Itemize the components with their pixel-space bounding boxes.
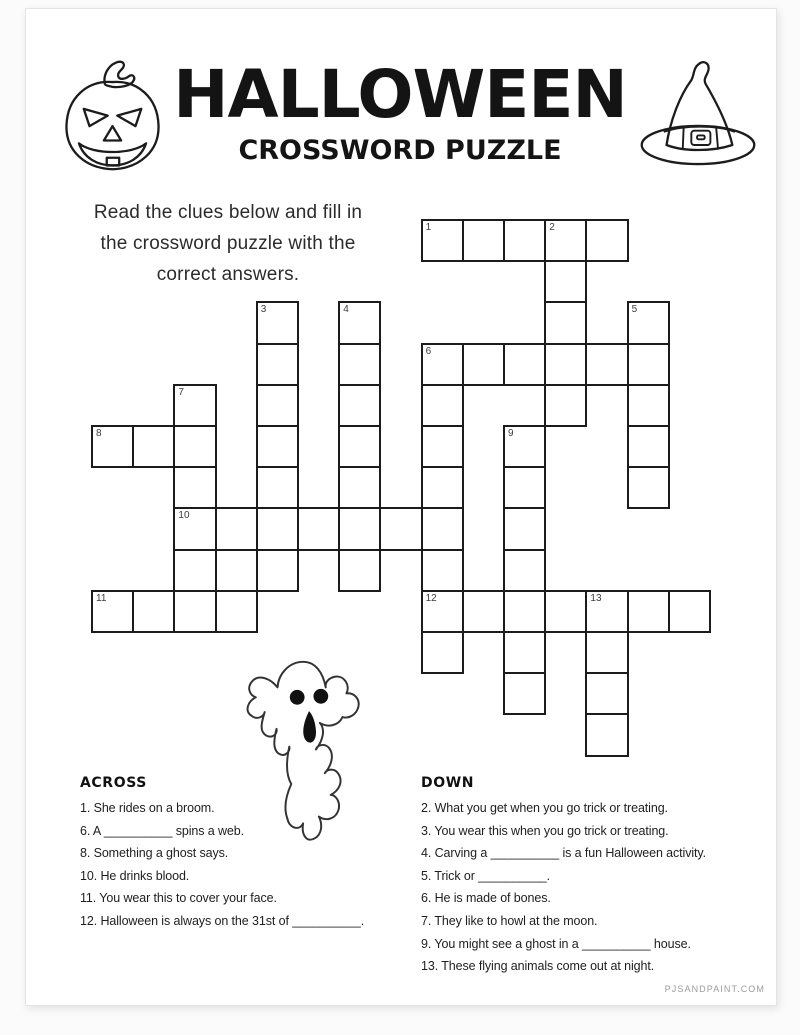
grid-cell[interactable] — [256, 466, 299, 509]
grid-cell[interactable] — [91, 590, 134, 633]
grid-cell[interactable] — [338, 549, 381, 592]
grid-cell[interactable] — [338, 507, 381, 550]
down-clue: 2. What you get when you go trick or treating. — [421, 801, 668, 815]
grid-cell[interactable] — [338, 466, 381, 509]
grid-cell[interactable] — [256, 301, 299, 344]
grid-cell[interactable] — [544, 384, 587, 427]
grid-cell[interactable] — [585, 590, 628, 633]
cell-number: 8 — [96, 428, 102, 439]
grid-cell[interactable] — [421, 343, 464, 386]
website-credit: PJSANDPAINT.COM — [664, 984, 765, 994]
down-clue: 7. They like to howl at the moon. — [421, 913, 598, 928]
grid-cell[interactable] — [173, 425, 216, 468]
grid-cell[interactable] — [173, 507, 216, 550]
grid-cell[interactable] — [503, 672, 546, 715]
grid-cell[interactable] — [503, 425, 546, 468]
grid-cell[interactable] — [91, 425, 134, 468]
cell-number: 3 — [260, 304, 267, 316]
grid-cell[interactable] — [585, 219, 628, 262]
jack-o-lantern-icon — [55, 58, 170, 178]
cell-number: 9 — [508, 428, 514, 439]
grid-cell[interactable] — [627, 425, 670, 468]
grid-cell[interactable] — [173, 384, 216, 427]
grid-cell[interactable] — [132, 590, 175, 633]
across-clue: 1. She rides on a broom. — [80, 801, 215, 815]
grid-cell[interactable] — [544, 260, 587, 303]
grid-cell[interactable] — [215, 507, 258, 550]
grid-cell[interactable] — [421, 425, 464, 468]
grid-cell[interactable] — [297, 507, 340, 550]
grid-cell[interactable] — [421, 219, 464, 262]
grid-cell[interactable] — [544, 219, 587, 262]
grid-cell[interactable] — [585, 672, 628, 715]
cell-number: 12 — [425, 592, 437, 604]
grid-cell[interactable] — [173, 549, 216, 592]
grid-cell[interactable] — [544, 590, 587, 633]
page-title: HALLOWEEN — [173, 56, 627, 133]
grid-cell[interactable] — [338, 301, 381, 344]
grid-cell[interactable] — [627, 384, 670, 427]
grid-cell[interactable] — [421, 384, 464, 427]
down-clue: 13. These flying animals come out at night. — [421, 959, 655, 974]
page-subtitle: CROSSWORD PUZZLE — [238, 135, 562, 166]
down-clue: 6. He is made of bones. — [421, 891, 551, 906]
grid-cell[interactable] — [585, 343, 628, 386]
grid-cell[interactable] — [462, 219, 505, 262]
grid-cell[interactable] — [256, 507, 299, 550]
grid-cell[interactable] — [338, 343, 381, 386]
instructions-line: correct answers. — [156, 264, 300, 285]
grid-cell[interactable] — [421, 507, 464, 550]
cell-number: 11 — [96, 592, 107, 604]
grid-cell[interactable] — [503, 507, 546, 550]
across-clue: 8. Something a ghost says. — [80, 846, 229, 861]
instructions-line: Read the clues below and fill in — [93, 202, 363, 223]
grid-cell[interactable] — [421, 549, 464, 592]
cell-number: 5 — [631, 304, 638, 316]
down-clue-list — [421, 797, 766, 978]
across-clue: 6. A __________ spins a web. — [80, 823, 245, 838]
grid-cell[interactable] — [173, 466, 216, 509]
grid-cell[interactable] — [503, 590, 546, 633]
grid-cell[interactable] — [627, 343, 670, 386]
grid-cell[interactable] — [421, 466, 464, 509]
grid-cell[interactable] — [256, 425, 299, 468]
cell-number: 7 — [178, 386, 184, 398]
grid-cell[interactable] — [338, 425, 381, 468]
grid-cell[interactable] — [256, 343, 299, 386]
cell-number: 2 — [549, 222, 555, 233]
cell-number: 1 — [425, 222, 432, 233]
grid-cell[interactable] — [421, 590, 464, 633]
grid-cell[interactable] — [627, 590, 670, 633]
crossword-grid — [91, 219, 713, 759]
down-clue: 5. Trick or __________. — [421, 868, 551, 883]
grid-cell[interactable] — [462, 590, 505, 633]
cell-number: 10 — [178, 510, 190, 522]
grid-cell[interactable] — [627, 466, 670, 509]
grid-cell[interactable] — [585, 713, 628, 756]
down-clue: 4. Carving a __________ is a fun Halloween activity. — [421, 846, 707, 861]
grid-cell[interactable] — [132, 425, 175, 468]
grid-cell[interactable] — [256, 384, 299, 427]
grid-cell[interactable] — [544, 301, 587, 344]
witch-hat-icon — [636, 56, 760, 172]
grid-cell[interactable] — [503, 631, 546, 674]
title-block — [160, 56, 640, 166]
grid-cell[interactable] — [544, 343, 587, 386]
grid-cell[interactable] — [503, 549, 546, 592]
across-clue-list — [80, 797, 410, 933]
grid-cell[interactable] — [462, 343, 505, 386]
grid-cell[interactable] — [256, 549, 299, 592]
across-header: ACROSS — [80, 775, 147, 791]
cell-number: 6 — [425, 345, 432, 357]
across-clue: 12. Halloween is always on the 31st of __________. — [80, 913, 365, 928]
across-clue: 11. You wear this to cover your face. — [80, 891, 277, 906]
instructions-line: the crossword puzzle with the — [100, 233, 356, 254]
down-clue: 9. You might see a ghost in a __________ house. — [421, 936, 691, 951]
across-clue: 10. He drinks blood. — [80, 868, 190, 883]
grid-cell[interactable] — [379, 507, 422, 550]
grid-cell[interactable] — [338, 384, 381, 427]
cell-number: 13 — [590, 592, 602, 604]
grid-cell[interactable] — [668, 590, 711, 633]
grid-cell[interactable] — [585, 631, 628, 674]
cell-number: 4 — [343, 304, 349, 316]
grid-cell[interactable] — [215, 590, 258, 633]
down-header: DOWN — [421, 775, 475, 791]
grid-cell[interactable] — [421, 631, 464, 674]
grid-cell[interactable] — [503, 466, 546, 509]
grid-cell[interactable] — [503, 219, 546, 262]
grid-cell[interactable] — [173, 590, 216, 633]
grid-cell[interactable] — [503, 343, 546, 386]
grid-cell[interactable] — [627, 301, 670, 344]
down-clue: 3. You wear this when you go trick or treating. — [421, 823, 669, 838]
